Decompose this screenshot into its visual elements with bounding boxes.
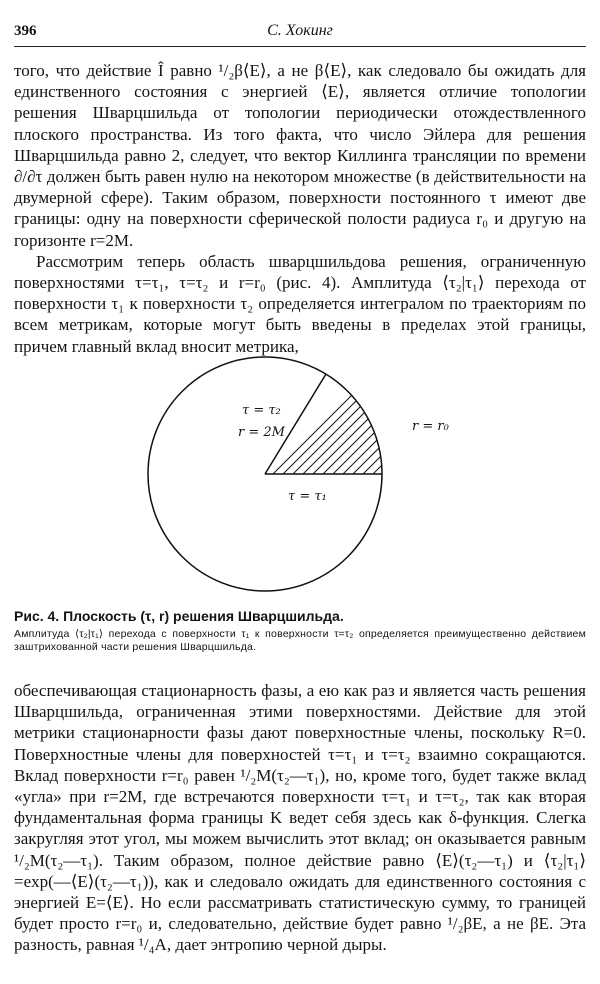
body-text-top: [14, 60, 586, 357]
figure-diagram: [120, 322, 450, 607]
label-r-r0: r = r₀: [412, 419, 449, 434]
page-header: [14, 20, 586, 47]
paragraph: Рассмотрим теперь область шварцшильдова решения, ограниченную поверхностями τ=τ₁, τ=τ₂ и r=r₀ (рис. 4). Амплитуда ⟨τ₂|τ₁⟩ перехода от поверхности τ₁ к поверхности τ₂ определяется интегралом по траекториям по всем метрикам, которые могут быть введены в пределах этой границы, причем главный вклад вносит метрика,: [14, 251, 586, 356]
page-number: 396: [14, 23, 37, 39]
label-tau-1: τ = τ₁: [288, 489, 327, 504]
figure-caption-text: Амплитуда ⟨τ₂|τ₁⟩ перехода с поверхности τ₁ к поверхности τ=τ₂ определяется преимущественно действием заштрихованной части решения Шварцшильда.: [14, 628, 586, 653]
paragraph: обеспечивающая стационарность фазы, а ею как раз и является часть решения Шварцшильда, ограниченная этими поверхностями. Действие для этой метрики стационарности фазы дают поверхностные члены, поскольку R=0. Поверхностные члены для поверхностей τ=τ₁ и τ=τ₂ взаимно сокращаются. Вклад поверхности r=r₀ равен ¹/₂M(τ₂—τ₁), но, кроме того, будет также вклад «угла» при r=2M, где встречаются поверхности τ=τ₁ и τ=τ₂, так как вторая фундаментальная форма границы K ведет себя здесь как δ-функция. Слегка закругляя этот угол, мы можем вычислить этот вклад; он оказывается равным ¹/₂M(τ₂—τ₁). Таким образом, полное действие равно ⟨E⟩(τ₂—τ₁) и ⟨τ₂|τ₁⟩=exp(—⟨E⟩(τ₂—τ₁)), как и следовало ожидать для единственного состояния с энергией E=⟨E⟩. Но если рассматривать статистическую сумму, то границей будет просто r=r₀ и, следовательно, действие будет равно ¹/₂βE, а не βE. Эта разность, равная ¹/₄A, дает энтропию черной дыры.: [14, 681, 586, 955]
figure-caption-title: Рис. 4. Плоскость (τ, r) решения Шварцшильда.: [14, 608, 344, 624]
running-head: С. Хокинг: [267, 22, 333, 39]
paragraph: того, что действие Î равно ¹/₂β⟨E⟩, а не β⟨E⟩, как следовало бы ожидать для единственного состояния с энергией ⟨E⟩, является отличие топологии решения Шварцшильда от топологии периодически отождествленного плоского пространства. Из того факта, что число Эйлера для решения Шварцшильда равно 2, следует, что вектор Киллинга трансляции по времени ∂/∂τ должен быть равен нулю на некотором множестве (в действительности на двумерной сфере). Таким образом, поверхности постоянного τ имеют две границы: одну на поверхности сферической полости радиуса r₀ и другую на горизонте r=2M.: [14, 61, 586, 250]
label-r-2m: r = 2M: [238, 425, 285, 440]
figure-schwarzschild-plane: [120, 322, 450, 607]
label-tau-2: τ = τ₂: [242, 403, 281, 418]
body-text-bottom: [14, 680, 586, 956]
